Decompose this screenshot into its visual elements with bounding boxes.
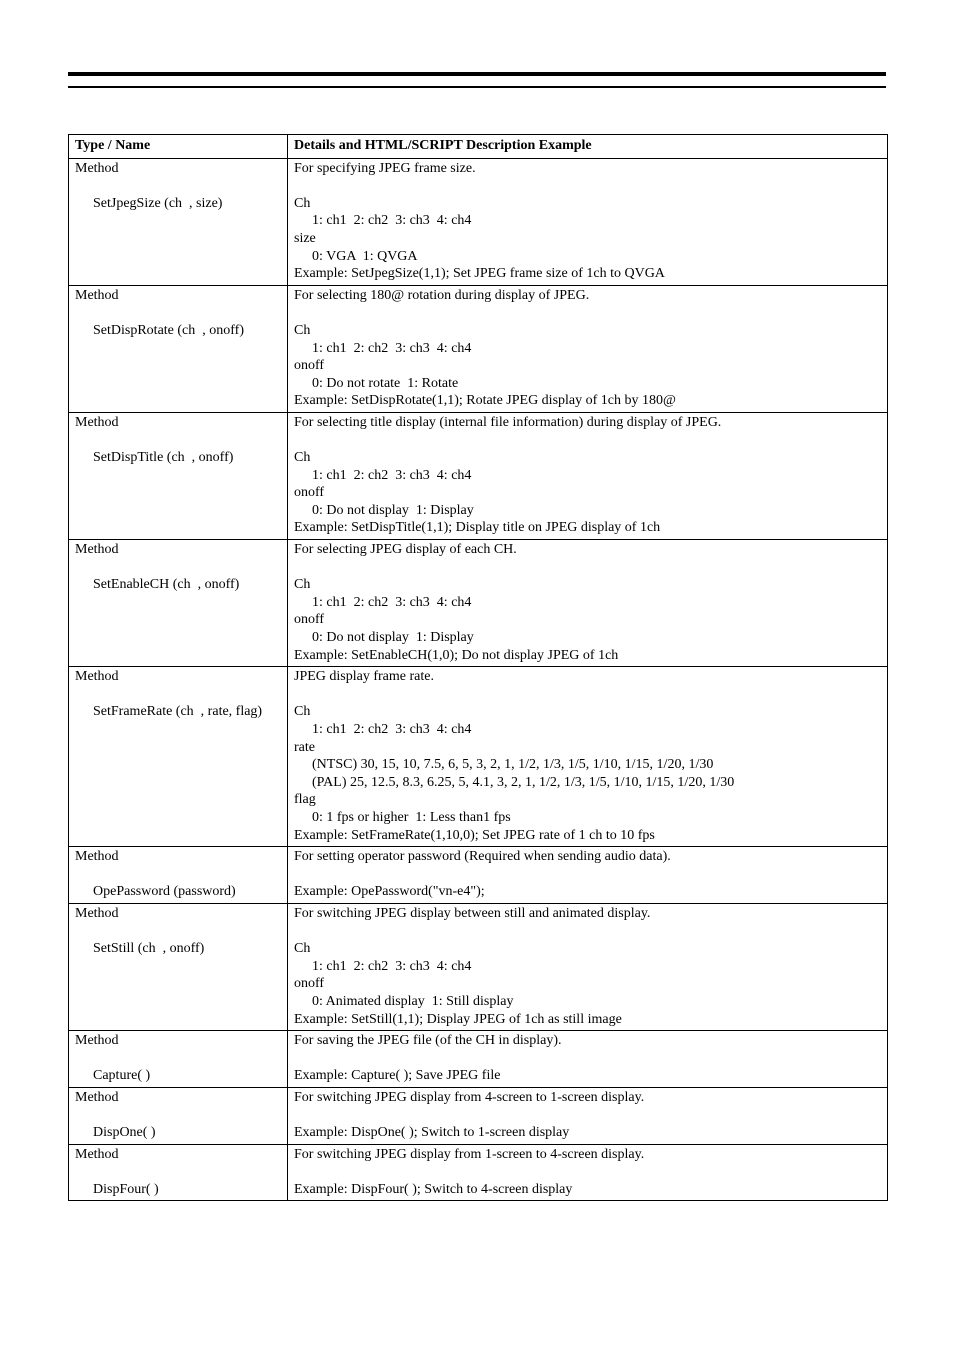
example-line: Example: SetDispTitle(1,1); Display title on JPEG display of 1ch — [294, 520, 661, 536]
details-cell — [288, 412, 888, 539]
table-row — [69, 903, 888, 1030]
method-type: Method — [75, 669, 119, 685]
details-line: 0: Animated display 1: Still display — [312, 993, 514, 1009]
spacer — [294, 1163, 881, 1181]
example-line: Example: DispOne( ); Switch to 1-screen display — [294, 1125, 570, 1141]
details-line: For saving the JPEG file (of the CH in display). — [294, 1033, 562, 1049]
method-signature: DispOne( ) — [93, 1125, 156, 1141]
spacer — [294, 866, 881, 884]
details-cell — [288, 1087, 888, 1144]
details-line: For switching JPEG display from 1-screen to 4-screen display. — [294, 1146, 645, 1162]
details-line: For selecting 180@ rotation during display of JPEG. — [294, 287, 590, 303]
spacer — [75, 866, 281, 884]
details-cell — [288, 1031, 888, 1088]
details-line: For setting operator password (Required when sending audio data). — [294, 849, 671, 865]
details-line: 1: ch1 2: ch2 3: ch3 4: ch4 — [312, 213, 472, 229]
method-signature: SetFrameRate (ch , rate, flag) — [93, 704, 263, 720]
spacer — [75, 1050, 281, 1068]
method-type: Method — [75, 160, 119, 176]
details-cell — [288, 667, 888, 847]
type-name-cell — [69, 1087, 288, 1144]
spacer — [294, 686, 881, 704]
method-type: Method — [75, 905, 119, 921]
example-line: Example: SetJpegSize(1,1); Set JPEG frame size of 1ch to QVGA — [294, 266, 665, 282]
type-name-cell — [69, 540, 288, 667]
example-line: Example: DispFour( ); Switch to 4-screen display — [294, 1181, 573, 1197]
details-line: 1: ch1 2: ch2 3: ch3 4: ch4 — [312, 594, 472, 610]
example-line: Example: Capture( ); Save JPEG file — [294, 1068, 501, 1084]
spacer — [75, 177, 281, 195]
spacer — [294, 432, 881, 450]
example-line: Example: SetDispRotate(1,1); Rotate JPEG display of 1ch by 180@ — [294, 393, 676, 409]
details-line: For selecting title display (internal file information) during display of JPEG. — [294, 414, 722, 430]
spacer — [75, 923, 281, 941]
method-type: Method — [75, 1033, 119, 1049]
spacer — [75, 559, 281, 577]
details-line: 1: ch1 2: ch2 3: ch3 4: ch4 — [312, 722, 472, 737]
details-cell — [288, 903, 888, 1030]
details-line: For switching JPEG display between still and animated display. — [294, 905, 651, 921]
details-line: 1: ch1 2: ch2 3: ch3 4: ch4 — [312, 467, 472, 483]
type-name-cell — [69, 667, 288, 847]
example-line: Example: SetStill(1,1); Display JPEG of 1ch as still image — [294, 1011, 622, 1027]
method-signature: OpePassword (password) — [93, 884, 236, 900]
table-header-row — [69, 135, 888, 159]
method-table — [68, 134, 888, 1201]
method-signature: DispFour( ) — [93, 1181, 159, 1197]
header-rule-thin — [68, 86, 886, 88]
details-line: Ch — [294, 941, 311, 957]
table-row — [69, 667, 888, 847]
spacer — [75, 1163, 281, 1181]
type-name-cell — [69, 1031, 288, 1088]
header-rule-thick — [68, 72, 886, 76]
method-signature: SetStill (ch , onoff) — [93, 941, 205, 957]
spacer — [75, 432, 281, 450]
details-line: size — [294, 230, 316, 246]
details-line: (PAL) 25, 12.5, 8.3, 6.25, 5, 4.1, 3, 2, 1, 1/2, 1/3, 1/5, 1/10, 1/15, 1/20, 1/30 — [312, 774, 735, 790]
method-type: Method — [75, 287, 119, 303]
example-line: Example: SetEnableCH(1,0); Do not display JPEG of 1ch — [294, 647, 619, 663]
details-line: rate — [294, 739, 315, 755]
table-row — [69, 158, 888, 285]
type-name-cell — [69, 903, 288, 1030]
method-signature: Capture( ) — [93, 1068, 151, 1084]
details-cell — [288, 540, 888, 667]
method-type: Method — [75, 849, 119, 865]
details-line: For specifying JPEG frame size. — [294, 160, 476, 176]
column-header-details: Details and HTML/SCRIPT Description Example — [288, 135, 888, 159]
spacer — [294, 304, 881, 322]
details-line: flag — [294, 792, 316, 808]
details-line: 0: VGA 1: QVGA — [312, 248, 418, 264]
type-name-cell — [69, 1144, 288, 1201]
method-type: Method — [75, 414, 119, 430]
details-cell — [288, 285, 888, 412]
column-header-type-name: Type / Name — [69, 135, 288, 159]
table-row — [69, 1087, 888, 1144]
details-line: 0: Do not display 1: Display — [312, 502, 474, 518]
table-row — [69, 1144, 888, 1201]
method-signature: SetDispTitle (ch , onoff) — [93, 450, 234, 466]
details-line: JPEG display frame rate. — [294, 669, 434, 685]
method-type: Method — [75, 1089, 119, 1105]
details-line: Ch — [294, 704, 311, 720]
details-line: 0: Do not rotate 1: Rotate — [312, 375, 459, 391]
method-type: Method — [75, 1146, 119, 1162]
method-signature: SetJpegSize (ch , size) — [93, 195, 223, 211]
spacer — [294, 1106, 881, 1124]
details-line: onoff — [294, 358, 325, 374]
details-cell — [288, 158, 888, 285]
type-name-cell — [69, 847, 288, 904]
details-line: Ch — [294, 577, 311, 593]
details-line: 1: ch1 2: ch2 3: ch3 4: ch4 — [312, 958, 472, 974]
spacer — [294, 923, 881, 941]
method-signature: SetDispRotate (ch , onoff) — [93, 322, 244, 338]
type-name-cell — [69, 285, 288, 412]
example-line: Example: SetFrameRate(1,10,0); Set JPEG rate of 1 ch to 10 fps — [294, 827, 655, 843]
details-line: Ch — [294, 195, 311, 211]
table-row — [69, 847, 888, 904]
type-name-cell — [69, 412, 288, 539]
type-name-cell — [69, 158, 288, 285]
details-line: 0: 1 fps or higher 1: Less than1 fps — [312, 809, 511, 825]
table-row — [69, 412, 888, 539]
method-signature: SetEnableCH (ch , onoff) — [93, 577, 240, 593]
spacer — [294, 559, 881, 577]
details-line: 0: Do not display 1: Display — [312, 630, 474, 646]
details-line: 1: ch1 2: ch2 3: ch3 4: ch4 — [312, 340, 472, 356]
spacer — [75, 304, 281, 322]
details-cell — [288, 847, 888, 904]
details-line: Ch — [294, 322, 311, 338]
details-cell — [288, 1144, 888, 1201]
spacer — [75, 1106, 281, 1124]
spacer — [294, 177, 881, 195]
table-row — [69, 285, 888, 412]
details-line: onoff — [294, 485, 325, 501]
spacer — [294, 1050, 881, 1068]
spacer — [75, 686, 281, 704]
table-row — [69, 540, 888, 667]
details-line: For switching JPEG display from 4-screen to 1-screen display. — [294, 1089, 645, 1105]
details-line: onoff — [294, 612, 325, 628]
table-row — [69, 1031, 888, 1088]
details-line: onoff — [294, 976, 325, 992]
example-line: Example: OpePassword("vn-e4"); — [294, 884, 485, 900]
details-line: Ch — [294, 450, 311, 466]
method-type: Method — [75, 542, 119, 558]
details-line: For selecting JPEG display of each CH. — [294, 542, 517, 558]
details-line: (NTSC) 30, 15, 10, 7.5, 6, 5, 3, 2, 1, 1/2, 1/3, 1/5, 1/10, 1/15, 1/20, 1/30 — [312, 757, 714, 773]
table-body — [69, 158, 888, 1201]
